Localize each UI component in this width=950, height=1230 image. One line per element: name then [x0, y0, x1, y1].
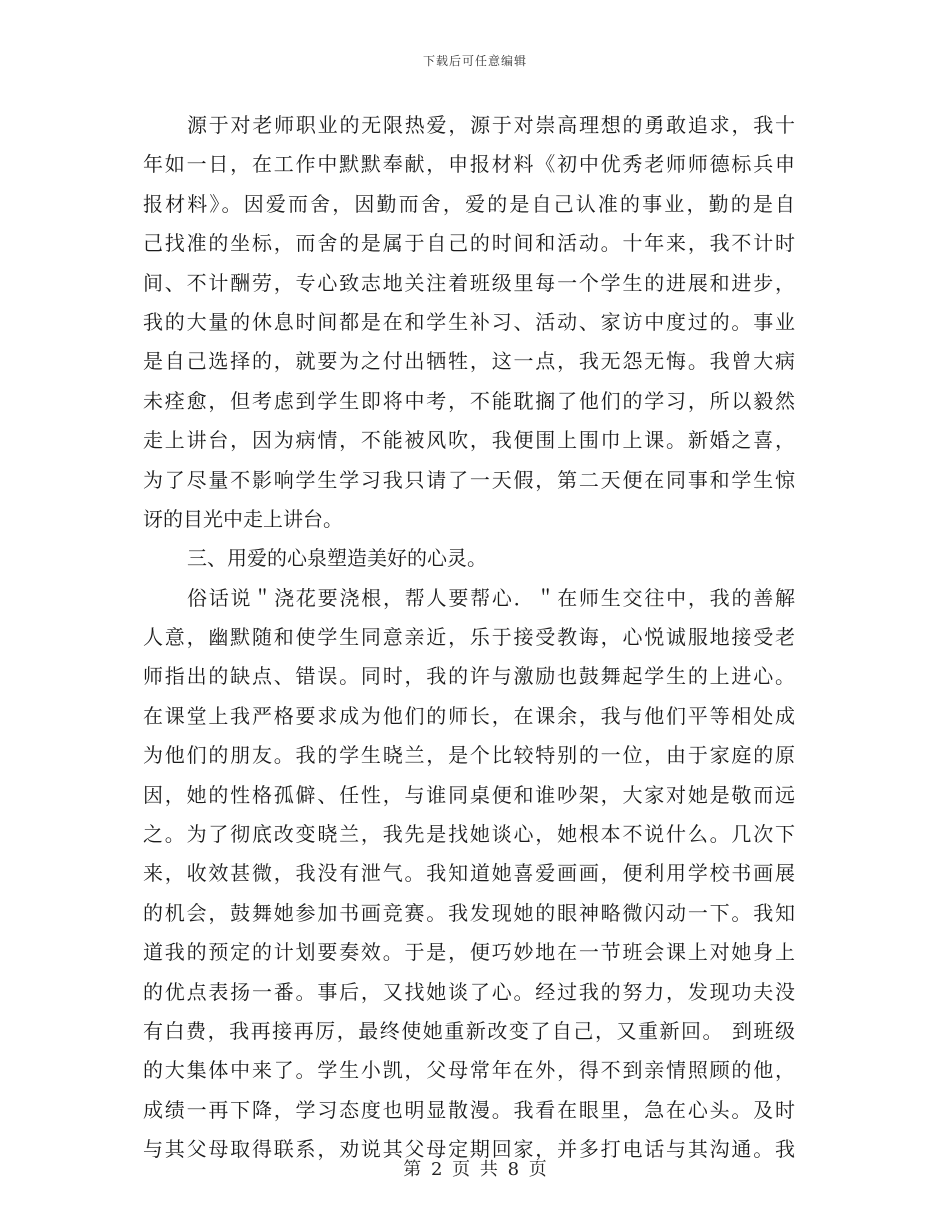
text-line: 在课堂上我严格要求成为他们的师长，在课余，我与他们平等相处成 — [143, 703, 795, 728]
text-line: 为他们的朋友。我的学生晓兰，是个比较特别的一位，由于家庭的原 — [143, 743, 795, 768]
text-line: 有白费，我再接再厉，最终使她重新改变了自己，又重新回。 到班级 — [143, 1018, 795, 1043]
text-line: 的大集体中来了。学生小凯，父母常年在外，得不到亲情照顾的他， — [143, 1058, 795, 1083]
text-line: 与其父母取得联系，劝说其父母定期回家，并多打电话与其沟通。我 — [143, 1137, 795, 1162]
text-line: 的机会，鼓舞她参加书画竞赛。我发现她的眼神略微闪动一下。我知 — [143, 900, 795, 925]
text-line: 走上讲台，因为病情，不能被风吹，我便围上围巾上课。新婚之喜， — [143, 428, 795, 453]
text-line: 源于对老师职业的无限热爱，源于对崇高理想的勇敢追求，我十 — [187, 113, 795, 137]
text-line: 报材料》。因爱而舍，因勤而舍，爱的是自己认准的事业，勤的是自 — [143, 191, 795, 216]
text-line: 人意，幽默随和使学生同意亲近，乐于接受教诲，心悦诚服地接受老 — [143, 625, 795, 650]
text-line: 师指出的缺点、错误。同时，我的许与激励也鼓舞起学生的上进心。 — [143, 664, 795, 689]
text-line: 己找准的坐标，而舍的是属于自己的时间和活动。十年来，我不计时 — [143, 231, 795, 256]
text-line: 讶的目光中走上讲台。 — [143, 506, 343, 531]
text-line: 未痊愈，但考虑到学生即将中考，不能耽搁了他们的学习，所以毅然 — [143, 388, 795, 413]
text-line: 年如一日，在工作中默默奉献，申报材料《初中优秀老师师德标兵申 — [143, 152, 795, 177]
text-line: 成绩一再下降，学习态度也明显散漫。我看在眼里，急在心头。及时 — [143, 1097, 795, 1122]
text-line: 因，她的性格孤僻、任性，与谁同桌便和谁吵架，大家对她是敬而远 — [143, 782, 795, 807]
document-body — [143, 106, 795, 1170]
text-line: 我的大量的休息时间都是在和学生补习、活动、家访中度过的。事业 — [143, 309, 795, 334]
text-line: 为了尽量不影响学生学习我只请了一天假，第二天便在同事和学生惊 — [143, 467, 795, 492]
text-line: 之。为了彻底改变晓兰，我先是找她谈心，她根本不说什么。几次下 — [143, 822, 795, 847]
page-header: 下载后可任意编辑 — [422, 54, 527, 68]
text-line: 间、不计酬劳，专心致志地关注着班级里每一个学生的进展和进步， — [143, 270, 795, 295]
text-line: 俗话说＂浇花要浇根，帮人要帮心．＂在师生交往中，我的善解 — [187, 585, 795, 610]
text-line: 来，收效甚微，我没有泄气。我知道她喜爱画画，便利用学校书画展 — [143, 861, 795, 886]
text-line: 是自己选择的，就要为之付出牺牲，这一点，我无怨无悔。我曾大病 — [143, 349, 795, 374]
page-number: 第 2 页 共 8 页 — [403, 1159, 547, 1180]
section-heading: 三、用爱的心泉塑造美好的心灵。 — [187, 546, 487, 571]
text-line: 的优点表扬一番。事后，又找她谈了心。经过我的努力，发现功夫没 — [143, 979, 795, 1004]
text-line: 道我的预定的计划要奏效。于是，便巧妙地在一节班会课上对她身上 — [143, 940, 795, 965]
